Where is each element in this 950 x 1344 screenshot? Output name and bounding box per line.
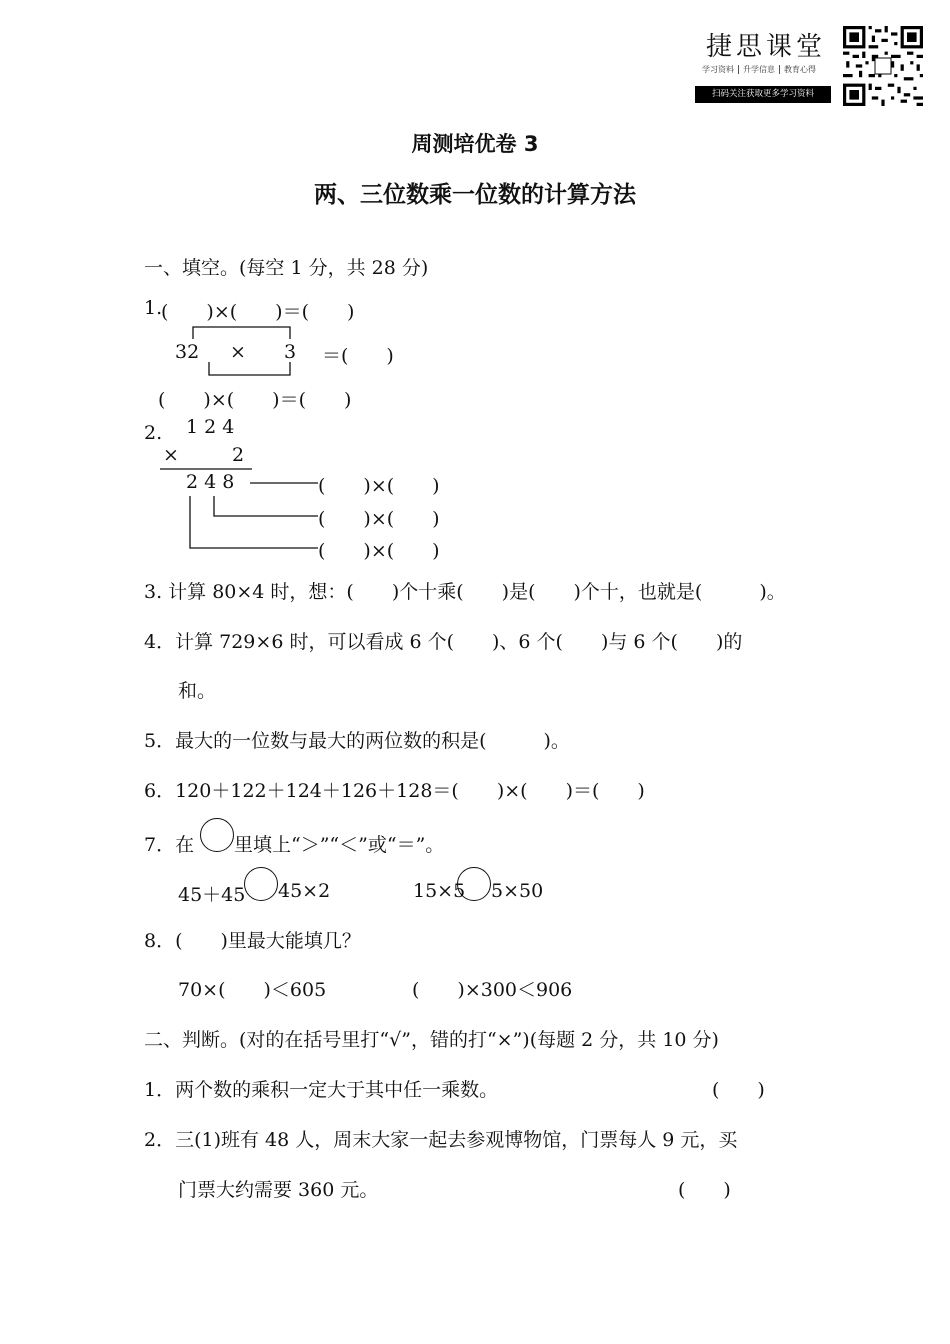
q2-blank-3: ( )×( ): [318, 540, 440, 562]
section-2-heading: 二、判断。(对的在括号里打“√”，错的打“×”)(每题 2 分，共 10 分): [144, 1029, 719, 1051]
qr-caption: 扫码关注获取更多学习资料: [695, 86, 831, 103]
brand-tag: 升学信息: [739, 65, 780, 74]
brand-logo-text: 捷思课堂: [706, 32, 827, 62]
q2-number: 2.: [144, 422, 163, 444]
q2-blank-1: ( )×( ): [318, 475, 440, 497]
q2-product: 2 4 8: [186, 471, 235, 493]
q1-bracket-bottom: [209, 362, 290, 375]
q3-text: 3. 计算 80×4 时，想：( )个十乘( )是( )个十，也就是( )。: [144, 581, 786, 603]
section-1-heading: 一、填空。(每空 1 分，共 28 分): [144, 257, 429, 279]
q1-number: 1.: [144, 297, 163, 319]
q2-blank-2: ( )×( ): [318, 508, 440, 530]
s2-q1-text: 1．两个数的乘积一定大于其中任一乘数。: [144, 1079, 499, 1101]
q1-row1-blanks: ( )×( )＝( ): [161, 301, 355, 323]
q7a-compare-circle[interactable]: [244, 867, 278, 901]
q4-text-line1: 4．计算 729×6 时，可以看成 6 个( )、6 个( )与 6 个( )的: [144, 631, 743, 653]
q7a-left: 45＋45: [178, 884, 246, 906]
q2-connector-3: [190, 496, 318, 548]
q1-row3-blanks: ( )×( )＝( ): [158, 389, 352, 411]
page-title: 周测培优卷 3: [411, 132, 539, 156]
q7b-left: 15×5: [413, 880, 466, 902]
brand-tag: 学习资料: [698, 65, 739, 74]
q1-factor-3: 3: [284, 341, 297, 363]
q5-text: 5．最大的一位数与最大的两位数的积是( )。: [144, 730, 570, 752]
brand-tag: 教育心得: [784, 65, 816, 74]
q1-bracket-top: [193, 327, 290, 339]
q6-text: 6．120＋122＋124＋126＋128＝( )×( )＝( ): [144, 780, 645, 802]
q1-row2-result-blank: ＝( ): [322, 345, 394, 367]
q8a-text: 70×( )＜605: [178, 979, 327, 1001]
q8-text: 8．( )里最大能填几？: [144, 930, 361, 952]
s2-q1-answer-blank[interactable]: ( ): [712, 1079, 765, 1101]
s2-q2-text-line2: 门票大约需要 360 元。: [178, 1179, 379, 1201]
q7-circle-icon: [200, 818, 234, 852]
q2-connector-2: [214, 496, 318, 516]
q2-multiplier: 2: [232, 444, 245, 466]
q8b-text: ( )×300＜906: [412, 979, 573, 1001]
q7-text-pre: 7．在: [144, 834, 195, 856]
q2-times-sign: ×: [163, 444, 179, 466]
q1-times-sign: ×: [230, 341, 246, 363]
q7b-compare-circle[interactable]: [457, 867, 491, 901]
q2-multiplicand: 1 2 4: [186, 416, 235, 438]
q7a-right: 45×2: [278, 880, 331, 902]
q7-text-post: 里填上“＞”“＜”或“＝”。: [234, 834, 445, 856]
page-subtitle: 两、三位数乘一位数的计算方法: [314, 182, 636, 208]
q7b-right: 5×50: [491, 880, 544, 902]
s2-q2-text-line1: 2．三(1)班有 48 人，周末大家一起去参观博物馆，门票每人 9 元，买: [144, 1129, 738, 1151]
q4-text-line2: 和。: [178, 680, 217, 702]
q1-factor-32: 32: [175, 341, 200, 363]
s2-q2-answer-blank[interactable]: ( ): [678, 1179, 731, 1201]
